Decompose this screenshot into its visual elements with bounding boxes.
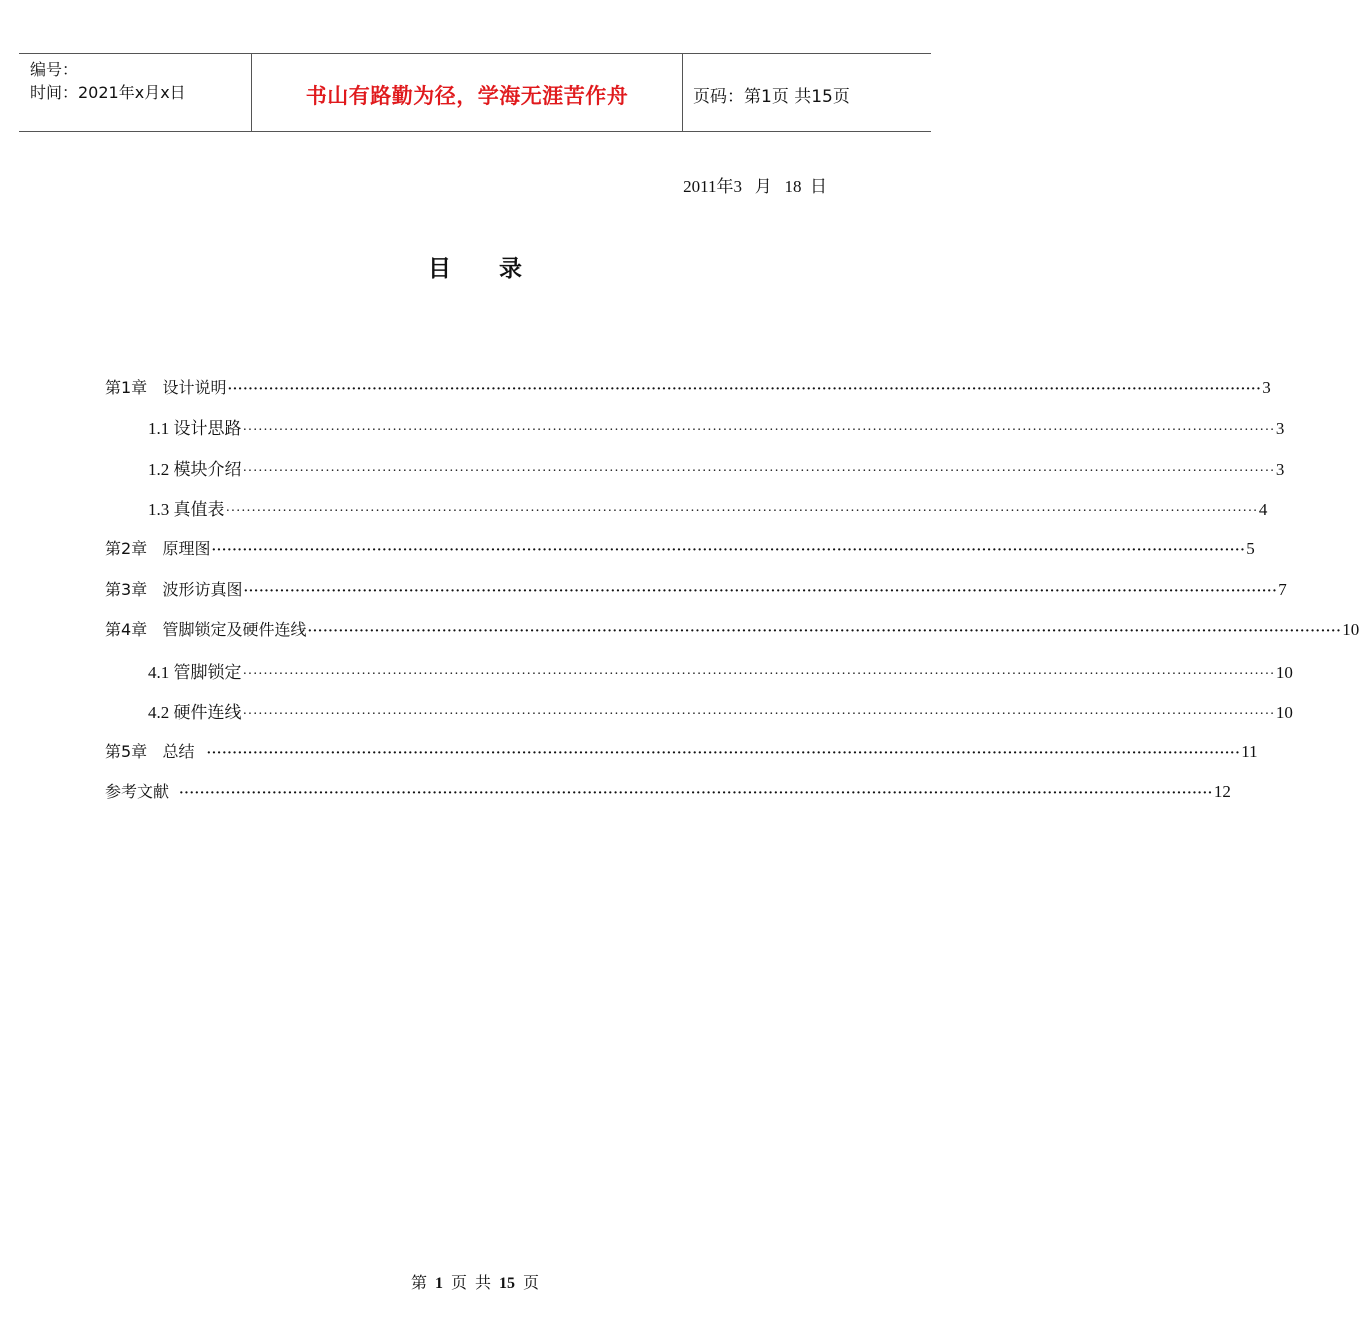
serial-label: 编号： — [30, 60, 79, 79]
toc-entry-page: 11 — [1241, 742, 1258, 761]
toc-title: 目 录 — [427, 256, 523, 282]
toc-entry[interactable] — [105, 577, 1287, 601]
footer-current-page: 1 — [434, 1275, 443, 1292]
toc-entry-page: 3 — [1262, 378, 1271, 397]
footer-suffix: 页 — [523, 1275, 540, 1292]
toc-entry[interactable] — [148, 698, 1293, 722]
toc-entry-page: 3 — [1275, 460, 1285, 479]
toc-entry-label: 1.2 模块介绍 — [148, 460, 242, 479]
toc-leader: ········································································································································································································ — [307, 624, 1342, 639]
toc-entry[interactable] — [105, 536, 1255, 560]
toc-entry[interactable] — [148, 414, 1285, 438]
toc-entry[interactable] — [148, 658, 1293, 682]
page-info: 页码：第1页 共15页 — [693, 87, 850, 107]
toc-entry-label: 第4章 管脚锁定及硬件连线 — [105, 620, 307, 639]
toc-entry-label: 1.3 真值表 — [148, 500, 225, 519]
toc-entry-label: 第2章 原理图 — [105, 539, 211, 558]
footer-prefix: 第 — [410, 1275, 427, 1292]
toc-leader: ········································································································································································································ — [242, 707, 1275, 722]
header-meta-cell — [19, 54, 252, 131]
toc-entry-page: 10 — [1275, 663, 1293, 682]
toc-entry-label: 4.1 管脚锁定 — [148, 663, 242, 682]
toc-entry-page: 7 — [1278, 580, 1287, 599]
toc-entry-page: 5 — [1246, 539, 1255, 558]
toc-entry-page: 10 — [1342, 620, 1359, 639]
toc-entry[interactable] — [105, 739, 1258, 763]
page-footer — [0, 1270, 950, 1293]
toc-leader: ········································································································································································································ — [225, 504, 1258, 519]
toc-leader: ········································································································································································································ — [227, 382, 1262, 397]
time-label: 时间：2021年x月x日 — [30, 83, 186, 102]
toc-entry[interactable] — [105, 617, 1359, 641]
toc-entry[interactable] — [148, 455, 1285, 479]
toc-leader: ········································································································································································································ — [242, 423, 1275, 438]
toc-entry-page: 12 — [1213, 782, 1231, 801]
footer-total-pages: 15 — [499, 1275, 515, 1292]
toc-entry-label: 1.1 设计思路 — [148, 419, 242, 438]
toc-leader: ········································································································································································································ — [179, 786, 1213, 801]
footer-middle: 页 共 — [450, 1275, 491, 1292]
toc-leader: ········································································································································································································ — [242, 667, 1275, 682]
motto: 书山有路勤为径，学海无涯苦作舟 — [305, 84, 629, 108]
toc-entry-label: 4.2 硬件连线 — [148, 703, 242, 722]
toc-entry-label: 第5章 总结 — [105, 742, 195, 761]
toc-entry[interactable] — [148, 495, 1268, 519]
page-header — [19, 53, 931, 132]
toc-entry-label: 第3章 波形访真图 — [105, 580, 243, 599]
toc-leader: ········································································································································································································ — [211, 543, 1246, 558]
toc-entry-label: 参考文献 — [105, 782, 170, 801]
toc-entry[interactable] — [105, 779, 1231, 803]
document-date: 2011年3 月 18 日 — [683, 177, 827, 196]
toc-leader: ········································································································································································································ — [243, 584, 1278, 599]
header-motto-cell — [252, 54, 683, 131]
toc-leader: ········································································································································································································ — [242, 464, 1275, 479]
toc-entry[interactable] — [105, 375, 1271, 399]
toc-entry-page: 3 — [1275, 419, 1285, 438]
header-page-cell — [683, 54, 931, 131]
toc-entry-page: 4 — [1258, 500, 1268, 519]
toc-entry-label: 第1章 设计说明 — [105, 378, 227, 397]
toc-entry-page: 10 — [1275, 703, 1293, 722]
toc-leader: ········································································································································································································ — [206, 746, 1241, 761]
